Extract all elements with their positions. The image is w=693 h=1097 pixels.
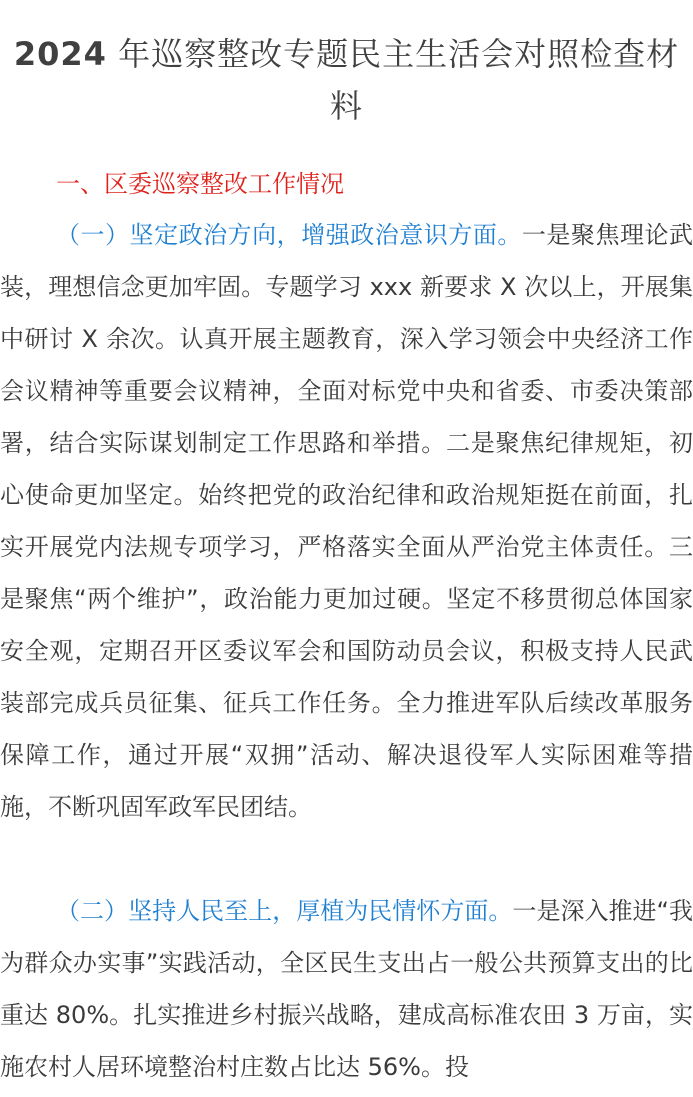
paragraph-1-body: 一是聚焦理论武装，理想信念更加牢固。专题学习 xxx 新要求 X 次以上，开展集中研讨 X 余次。认真开展主题教育，深入学习领会中央经济工作会议精神等重要会议精神，全面对标党中央和省委、市委决策部署，结合实际谋划制定工作思路和举措。二是聚焦纪律规矩，初心使命更加坚定。始终把党的政治纪律和政治规矩挺在前面，扎实开展党内法规专项学习，严格落实全面从严治党主体责任。三是聚焦“两个维护”，政治能力更加过硬。坚定不移贯彻总体国家安全观，定期召开区委议军会和国防动员会议，积极支持人民武装部完成兵员征集、征兵工作任务。全力推进军队后续改革服务保障工作，通过开展“双拥”活动、解决退役军人实际困难等措施，不断巩固军政军民团结。 — [0, 221, 693, 821]
paragraph-2-body: 一是深入推进“我为群众办实事”实践活动，全区民生支出占一般公共预算支出的比重达 80%。扎实推进乡村振兴战略，建成高标准农田 3 万亩，实施农村人居环境整治村庄数占比达 56%。投 — [0, 897, 693, 1081]
title-year: 2024 — [13, 35, 107, 73]
paragraph-2-subheading: （二）坚持人民至上，厚植为民情怀方面。 — [56, 897, 513, 925]
section-heading: 一、区委巡察整改工作情况 — [56, 170, 344, 198]
title-text: 年巡察整改专题民主生活会对照检查材料 — [118, 35, 680, 125]
document-title — [0, 28, 693, 132]
paragraph-1-subheading: （一）坚定政治方向，增强政治意识方面。 — [56, 221, 522, 249]
paragraph-1 — [0, 209, 693, 833]
paragraph-2 — [0, 885, 693, 1093]
